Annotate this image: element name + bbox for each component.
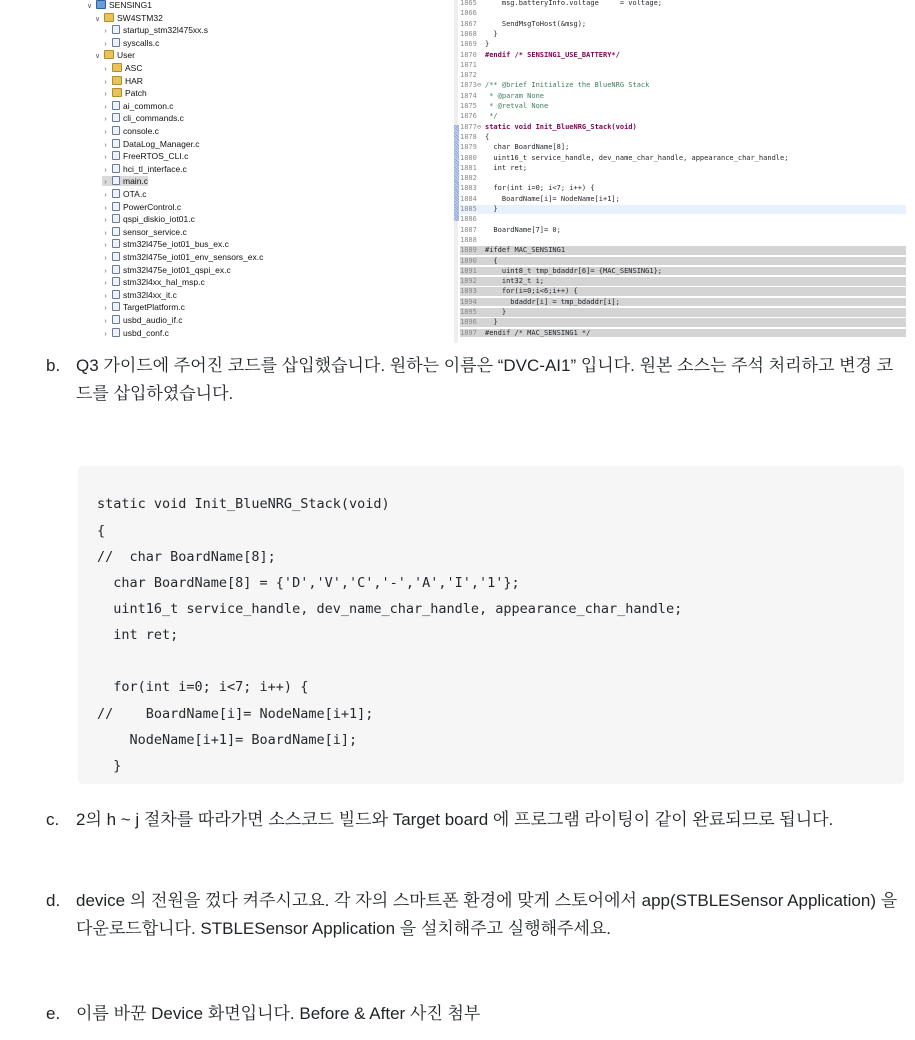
file-icon — [112, 277, 120, 286]
item-b — [46, 352, 906, 412]
folder-icon — [104, 50, 114, 59]
item-e-text: 이름 바꾼 Device 화면입니다. Before & After 사진 첨부 — [76, 1004, 481, 1023]
chevron-right-icon[interactable]: › — [104, 204, 107, 212]
code-line — [460, 298, 906, 307]
tree-item-label: stm32l4xx_it.c — [123, 289, 177, 300]
chevron-right-icon[interactable]: › — [104, 179, 107, 187]
line-text: } — [485, 40, 490, 49]
chevron-down-icon[interactable]: ∨ — [94, 15, 101, 23]
line-number: 1878 — [460, 132, 477, 141]
chevron-right-icon[interactable]: › — [104, 267, 107, 275]
code-line: for(int i=0; i<7; i++) { — [97, 679, 309, 695]
tree-item-label: stm32l475e_iot01_env_sensors_ex.c — [123, 252, 264, 262]
tree-item-label: OTA.c — [123, 189, 147, 199]
chevron-right-icon[interactable]: › — [104, 330, 107, 338]
code-line — [460, 9, 906, 18]
line-text: } — [485, 318, 498, 327]
line-text: */ — [485, 112, 498, 121]
code-line — [460, 123, 906, 132]
code-line — [460, 246, 906, 255]
code-line — [460, 236, 906, 245]
code-line — [460, 267, 906, 276]
line-text: } — [485, 205, 498, 213]
chevron-down-icon[interactable]: ∨ — [94, 53, 101, 61]
tree-item-label: qspi_diskio_iot01.c — [123, 214, 195, 225]
line-text: /** @brief Initialize the BlueNRG Stack — [485, 81, 650, 90]
tree-item[interactable] — [102, 101, 174, 111]
tree-item[interactable] — [102, 126, 159, 136]
chevron-right-icon[interactable]: › — [104, 66, 107, 73]
code-line — [460, 257, 906, 266]
tree-item-label: SW4STM32 — [117, 12, 163, 23]
tree-item[interactable] — [102, 328, 169, 338]
line-number: 1870 — [460, 50, 477, 59]
file-icon — [112, 239, 120, 248]
chevron-right-icon[interactable]: › — [104, 280, 107, 288]
line-number: 1876 — [460, 112, 477, 121]
line-number: 1880 — [460, 153, 477, 162]
folder-icon — [112, 88, 122, 97]
line-text: { — [485, 256, 498, 265]
line-text: bdaddr[i] = tmp_bdaddr[i]; — [485, 297, 620, 306]
line-number: 1881 — [460, 163, 477, 172]
tree-item[interactable] — [102, 214, 195, 224]
tree-item-label: startup_stm32l475xx.s — [123, 25, 209, 36]
code-line — [460, 318, 906, 327]
tree-item-label: SENSING1 — [109, 0, 152, 10]
code-line: uint16_t service_handle, dev_name_char_handle, appearance_char_handle; — [97, 601, 683, 617]
tree-item[interactable] — [102, 189, 146, 199]
tree-item-label: HAR — [125, 75, 143, 86]
code-line — [460, 20, 906, 29]
line-text: * @retval None — [485, 102, 549, 110]
code-line — [460, 61, 906, 70]
code-line: } — [97, 758, 122, 774]
code-line — [460, 195, 906, 204]
item-c-label: c. — [46, 810, 60, 829]
line-number: 1884 — [460, 194, 477, 203]
line-number: 1874 — [460, 91, 477, 100]
line-number: 1875 — [460, 102, 477, 110]
file-icon — [112, 164, 120, 173]
tree-item[interactable] — [102, 38, 159, 48]
line-number: 1879 — [460, 143, 477, 152]
line-text: } — [485, 29, 498, 38]
code-line — [460, 0, 906, 8]
item-b-label: b. — [46, 356, 61, 375]
chevron-right-icon[interactable]: › — [104, 91, 107, 99]
line-text: uint8_t tmp_bdaddr[6]= {MAC_SENSING1}; — [485, 266, 663, 275]
chevron-right-icon[interactable]: › — [104, 229, 107, 237]
code-line: int ret; — [97, 627, 179, 643]
tree-item-label: cli_commands.c — [123, 113, 184, 124]
file-icon — [112, 151, 120, 160]
item-b-text: Q3 가이드에 주어진 코드를 삽입했습니다. 원하는 이름은 “DVC-AI1” 입니다. 원본 소스는 주석 처리하고 변경 코드를 삽입하였습니다. — [76, 356, 894, 403]
chevron-right-icon[interactable]: › — [104, 242, 107, 250]
code-line — [460, 205, 906, 214]
code-line: { — [97, 523, 106, 539]
line-number: 1869 — [460, 40, 477, 49]
code-line — [460, 277, 906, 286]
item-d-text: device 의 전원을 껐다 켜주시고요. 각 자의 스마트폰 환경에 맞게 스토어에서 app(STBLESensor Application) 을 다운로드합니다. STBLESensor Application 을 설치해주고 실행해주세요. — [76, 891, 898, 938]
chevron-right-icon[interactable]: › — [104, 305, 107, 313]
chevron-right-icon[interactable]: › — [104, 40, 107, 48]
line-number: 1867 — [460, 19, 477, 28]
tree-item[interactable] — [102, 164, 187, 174]
chevron-right-icon[interactable]: › — [104, 166, 107, 174]
item-c-text: 2의 h ~ j 절차를 따라가면 소스코드 빌드와 Target board 에 프로그램 라이팅이 같이 완료되므로 됩니다. — [76, 810, 834, 829]
line-number: 1889 — [460, 246, 477, 255]
file-icon — [112, 265, 120, 274]
tree-item-label: sensor_service.c — [123, 226, 187, 237]
chevron-right-icon[interactable]: › — [104, 255, 107, 262]
tree-item-label: User — [117, 50, 135, 61]
ide-screenshot — [86, 0, 906, 343]
file-icon — [112, 113, 120, 122]
line-number: 1883 — [460, 184, 477, 193]
tree-item-label: stm32l475e_iot01_bus_ex.c — [123, 239, 229, 250]
code-line — [460, 40, 906, 49]
code-line — [460, 329, 906, 338]
tree-item-label: stm32l475e_iot01_qspi_ex.c — [123, 264, 231, 275]
file-icon — [112, 38, 120, 47]
chevron-right-icon[interactable]: › — [104, 129, 107, 136]
file-icon — [112, 214, 120, 223]
tree-item-label: FreeRTOS_CLI.c — [123, 151, 189, 162]
item-e-label: e. — [46, 1004, 61, 1023]
line-number: 1871 — [460, 60, 477, 69]
tree-item[interactable] — [102, 76, 143, 86]
chevron-right-icon[interactable]: › — [104, 217, 107, 225]
code-line: // char BoardName[8]; — [97, 549, 276, 565]
line-text: for(i=0;i<6;i++) { — [485, 287, 578, 296]
chevron-right-icon[interactable]: › — [104, 141, 107, 149]
tree-item-label: hci_tl_interface.c — [123, 163, 187, 174]
code-line — [460, 154, 906, 163]
line-text: static void Init_BlueNRG_Stack(void) — [485, 122, 637, 131]
code-line — [460, 133, 906, 142]
line-text: BoardName[i]= NodeName[i+1]; — [485, 194, 620, 203]
line-number: 1895 — [460, 308, 477, 316]
project-explorer — [86, 0, 456, 343]
tree-item-label: usbd_conf.c — [123, 327, 169, 338]
tree-item-label: syscalls.c — [123, 37, 160, 48]
code-line — [460, 92, 906, 101]
chevron-right-icon[interactable]: › — [104, 318, 107, 325]
file-icon — [112, 315, 120, 324]
file-icon — [112, 202, 120, 211]
tree-item[interactable] — [102, 252, 263, 262]
file-icon — [112, 328, 120, 337]
chevron-down-icon[interactable]: ∨ — [86, 3, 93, 10]
file-icon — [112, 25, 120, 34]
change-marker — [454, 125, 459, 221]
code-line — [460, 308, 906, 317]
line-text: * @param None — [485, 91, 545, 100]
code-line — [460, 102, 906, 111]
tree-item[interactable] — [102, 151, 188, 161]
chevron-right-icon[interactable]: › — [104, 154, 107, 162]
line-text: #ifdef MAC_SENSING1 — [485, 246, 566, 255]
tree-item-label: ai_common.c — [123, 100, 174, 111]
tree-item[interactable] — [94, 13, 163, 23]
code-line — [460, 143, 906, 152]
line-number: 1897 — [460, 328, 477, 337]
tree-item[interactable] — [102, 277, 205, 287]
code-editor — [454, 0, 906, 343]
tree-item[interactable] — [102, 176, 148, 186]
file-icon — [112, 126, 120, 135]
file-icon — [112, 189, 120, 198]
line-text: SendMsgToHost(&msg); — [485, 19, 587, 28]
line-number: 1886 — [460, 215, 477, 224]
folder-icon — [112, 63, 122, 72]
item-d-label: d. — [46, 891, 61, 910]
line-text: for(int i=0; i<7; i++) { — [485, 184, 595, 193]
code-line — [460, 226, 906, 235]
tree-item-label: PowerControl.c — [123, 201, 182, 212]
code-line — [460, 112, 906, 121]
code-line — [460, 51, 906, 60]
tree-item[interactable] — [102, 290, 177, 300]
file-icon — [112, 176, 120, 185]
code-line — [460, 81, 906, 90]
code-line: // BoardName[i]= NodeName[i+1]; — [97, 706, 374, 722]
chevron-right-icon[interactable]: › — [104, 103, 107, 111]
tree-item[interactable] — [102, 302, 185, 312]
line-number: 1873⊖ — [460, 81, 482, 90]
code-line — [460, 287, 906, 296]
tree-item[interactable] — [102, 113, 184, 123]
tree-item-label: ASC — [125, 63, 143, 73]
line-number: 1891 — [460, 266, 477, 275]
tree-item-label: console.c — [123, 126, 159, 136]
file-icon — [112, 101, 120, 110]
line-text: { — [485, 132, 490, 141]
line-number: 1885 — [460, 205, 477, 213]
chevron-right-icon[interactable]: › — [104, 116, 107, 124]
tree-item[interactable] — [102, 202, 181, 212]
line-number: 1877⊖ — [460, 122, 482, 131]
file-icon — [112, 302, 120, 311]
line-text: #endif /* SENSING1_USE_BATTERY*/ — [485, 50, 620, 59]
tree-item-label: TargetPlatform.c — [123, 302, 185, 313]
folder-icon — [112, 76, 122, 85]
tree-item-label: main.c — [123, 176, 149, 187]
tree-item-label: stm32l4xx_hal_msp.c — [123, 277, 205, 288]
tree-item[interactable] — [102, 265, 231, 275]
line-number: 1896 — [460, 318, 477, 327]
line-number: 1894 — [460, 297, 477, 306]
tree-item-label: Patch — [125, 88, 147, 99]
code-line: static void Init_BlueNRG_Stack(void) — [97, 496, 390, 512]
line-text: char BoardName[8]; — [485, 143, 570, 152]
chevron-right-icon[interactable]: › — [104, 292, 107, 300]
line-number: 1882 — [460, 174, 477, 183]
line-number: 1892 — [460, 277, 477, 286]
tree-item[interactable] — [102, 88, 147, 98]
chevron-right-icon[interactable]: › — [104, 192, 107, 199]
file-icon — [112, 227, 120, 236]
code-line — [460, 30, 906, 39]
code-line — [460, 215, 906, 224]
line-number: 1887 — [460, 225, 477, 234]
line-number: 1872 — [460, 71, 477, 80]
tree-item[interactable] — [102, 63, 142, 73]
line-number: 1893 — [460, 287, 477, 296]
line-number: 1868 — [460, 29, 477, 38]
item-d — [46, 887, 906, 977]
folder-icon — [104, 13, 114, 22]
tree-item[interactable] — [94, 50, 135, 60]
item-c — [46, 806, 906, 866]
code-block — [78, 466, 904, 784]
tree-item[interactable] — [102, 227, 187, 237]
line-number: 1866 — [460, 9, 477, 18]
tree-item[interactable] — [102, 139, 200, 149]
tree-item-label: DataLog_Manager.c — [123, 138, 200, 149]
chevron-right-icon[interactable]: › — [104, 78, 107, 86]
line-text: } — [485, 308, 507, 316]
tree-item-label: usbd_audio_if.c — [123, 315, 183, 325]
tree-item[interactable] — [102, 25, 208, 35]
tree-item[interactable] — [102, 239, 229, 249]
code-line — [460, 164, 906, 173]
line-text: uint16_t service_handle, dev_name_char_handle, appearance_char_handle; — [485, 153, 789, 162]
tree-item[interactable] — [86, 0, 152, 10]
chevron-right-icon[interactable]: › — [104, 28, 107, 36]
line-text: #endif /* MAC_SENSING1 */ — [485, 328, 591, 337]
line-number: 1865 — [460, 0, 477, 7]
line-number: 1888 — [460, 235, 477, 244]
file-icon — [112, 139, 120, 148]
line-number: 1890 — [460, 256, 477, 265]
code-line: NodeName[i+1]= BoardName[i]; — [97, 732, 358, 748]
file-icon — [112, 290, 120, 299]
tree-item[interactable] — [102, 315, 183, 325]
code-line: char BoardName[8] = {'D','V','C','-','A','I','1'}; — [97, 575, 520, 591]
line-text: msg.batteryInfo.voltage = voltage; — [485, 0, 663, 7]
code-line — [460, 71, 906, 80]
line-text: int32_t i; — [485, 277, 545, 286]
code-line — [460, 184, 906, 193]
line-text: int ret; — [485, 163, 528, 172]
file-icon — [112, 252, 120, 261]
line-text: BoardName[7]= 0; — [485, 225, 561, 234]
code-line — [460, 174, 906, 183]
item-e — [46, 1000, 906, 1030]
project-icon — [96, 0, 106, 9]
